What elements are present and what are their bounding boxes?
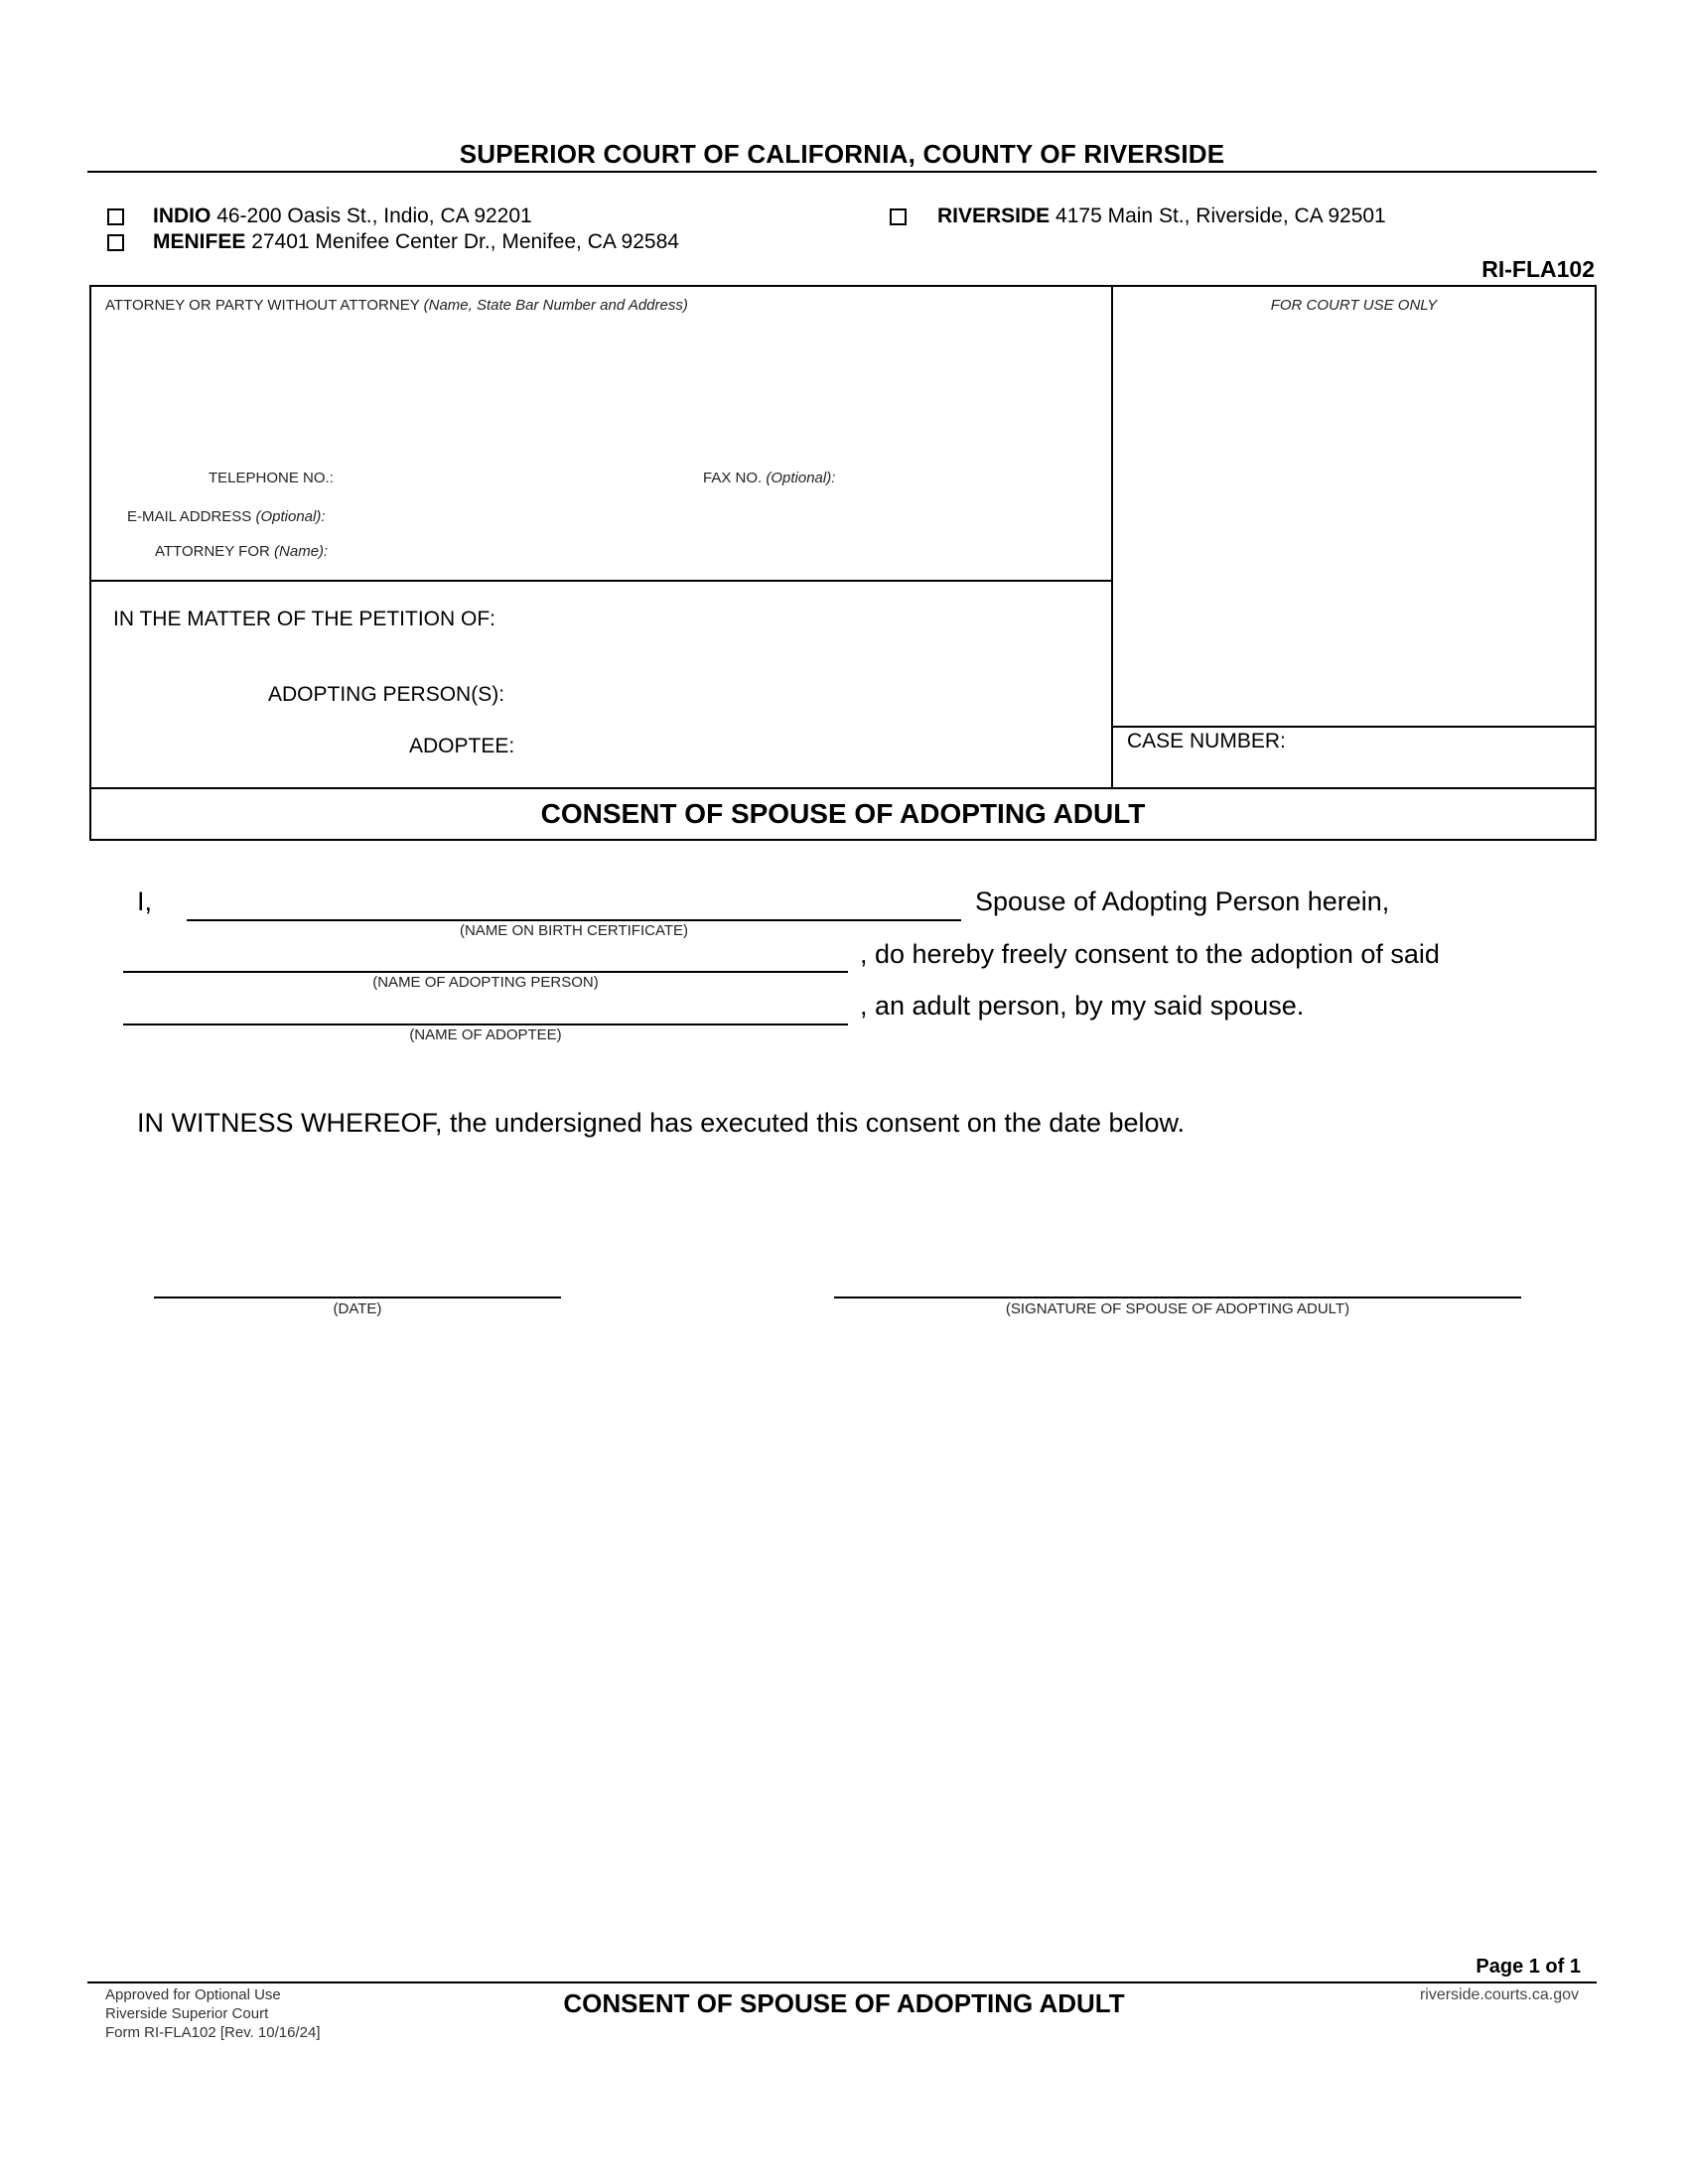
court-use-label — [1113, 297, 1595, 314]
menifee-address: 27401 Menifee Center Dr., Menifee, CA 92584 — [251, 230, 679, 253]
name-on-birth-certificate-caption: (NAME ON BIRTH CERTIFICATE) — [459, 922, 688, 939]
court-use-box — [1111, 285, 1597, 789]
adopting-persons-label: ADOPTING PERSON(S): — [268, 683, 505, 706]
fax-input[interactable] — [856, 466, 1094, 489]
document-title: CONSENT OF SPOUSE OF ADOPTING ADULT — [89, 787, 1597, 841]
attorney-label-text: ATTORNEY OR PARTY WITHOUT ATTORNEY — [105, 297, 420, 314]
attorney-for-label — [155, 543, 328, 560]
court-title: SUPERIOR COURT OF CALIFORNIA, COUNTY OF RIVERSIDE — [459, 139, 1225, 169]
matter-box — [89, 580, 1113, 789]
riverside-location — [937, 205, 1386, 228]
fax-label-text: FAX NO. — [703, 470, 763, 486]
menifee-name: MENIFEE — [153, 230, 246, 253]
menifee-checkbox[interactable] — [107, 234, 124, 251]
witness-statement: IN WITNESS WHEREOF, the undersigned has executed this consent on the date below. — [137, 1108, 1186, 1138]
indio-address: 46-200 Oasis St., Indio, CA 92201 — [216, 205, 532, 227]
adopting-person-line — [123, 971, 848, 973]
riverside-address: 4175 Main St., Riverside, CA 92501 — [1055, 205, 1386, 227]
email-label — [127, 508, 326, 525]
attorney-for-label-hint: (Name): — [274, 543, 329, 560]
adoptee-input[interactable] — [628, 733, 1094, 758]
fax-label-hint: (Optional): — [766, 470, 836, 486]
consent-line1-suffix: Spouse of Adopting Person herein, — [975, 887, 1390, 916]
adoptee-caption: (NAME OF ADOPTEE) — [409, 1026, 562, 1043]
adopting-persons-input[interactable] — [628, 681, 1094, 707]
petition-label: IN THE MATTER OF THE PETITION OF: — [113, 608, 496, 630]
form-number: RI-FLA102 — [1481, 256, 1595, 282]
indio-name: INDIO — [153, 205, 211, 227]
approval-line-1: Approved for Optional Use — [105, 1986, 281, 2003]
date-input[interactable] — [157, 1267, 558, 1295]
date-caption: (DATE) — [333, 1300, 382, 1317]
consent-prefix: I, — [137, 887, 153, 916]
email-label-text: E-MAIL ADDRESS — [127, 508, 252, 525]
name-on-birth-certificate-input[interactable] — [189, 889, 959, 917]
adopting-person-caption: (NAME OF ADOPTING PERSON) — [372, 974, 599, 991]
signature-input[interactable] — [837, 1267, 1518, 1295]
court-website[interactable]: riverside.courts.ca.gov — [1419, 1986, 1579, 2003]
email-input[interactable] — [352, 504, 1086, 528]
adoptee-name-input[interactable] — [125, 994, 846, 1022]
approval-block — [105, 1985, 320, 2042]
adoptee-line — [123, 1024, 848, 1025]
attorney-for-input[interactable] — [352, 539, 1086, 563]
signature-line — [834, 1297, 1521, 1298]
attorney-label — [105, 297, 688, 314]
adopting-person-name-input[interactable] — [125, 941, 846, 969]
case-number-input[interactable] — [1302, 730, 1580, 755]
email-label-hint: (Optional): — [255, 508, 326, 525]
date-line — [154, 1297, 561, 1298]
telephone-label: TELEPHONE NO.: — [209, 470, 334, 486]
fax-label — [703, 470, 835, 486]
case-number-label: CASE NUMBER: — [1127, 730, 1286, 752]
consent-line2-suffix: , do hereby freely consent to the adoption of said — [860, 939, 1440, 969]
attorney-for-label-text: ATTORNEY FOR — [155, 543, 270, 560]
consent-line3-suffix: , an adult person, by my said spouse. — [860, 991, 1305, 1021]
riverside-checkbox[interactable] — [890, 208, 907, 225]
approval-line-2: Riverside Superior Court — [105, 2005, 269, 2022]
court-use-label-text: FOR COURT USE ONLY — [1270, 297, 1438, 314]
signature-caption: (SIGNATURE OF SPOUSE OF ADOPTING ADULT) — [1005, 1300, 1350, 1317]
approval-line-3: Form RI-FLA102 [Rev. 10/16/24] — [105, 2024, 321, 2041]
indio-location — [153, 205, 532, 228]
attorney-label-hint: (Name, State Bar Number and Address) — [423, 297, 688, 314]
footer-title: CONSENT OF SPOUSE OF ADOPTING ADULT — [563, 1988, 1125, 2018]
header-rule — [87, 171, 1597, 173]
name-on-birth-certificate-line — [187, 919, 961, 921]
adoptee-label: ADOPTEE: — [409, 735, 515, 757]
menifee-location — [153, 230, 679, 254]
case-number-divider — [1113, 726, 1595, 728]
riverside-name: RIVERSIDE — [937, 205, 1051, 227]
footer-rule — [87, 1981, 1597, 1983]
attorney-name-address-input[interactable] — [105, 323, 1088, 442]
page-number: Page 1 of 1 — [1476, 1956, 1581, 1978]
attorney-box — [89, 285, 1113, 582]
indio-checkbox[interactable] — [107, 208, 124, 225]
telephone-input[interactable] — [352, 466, 749, 489]
